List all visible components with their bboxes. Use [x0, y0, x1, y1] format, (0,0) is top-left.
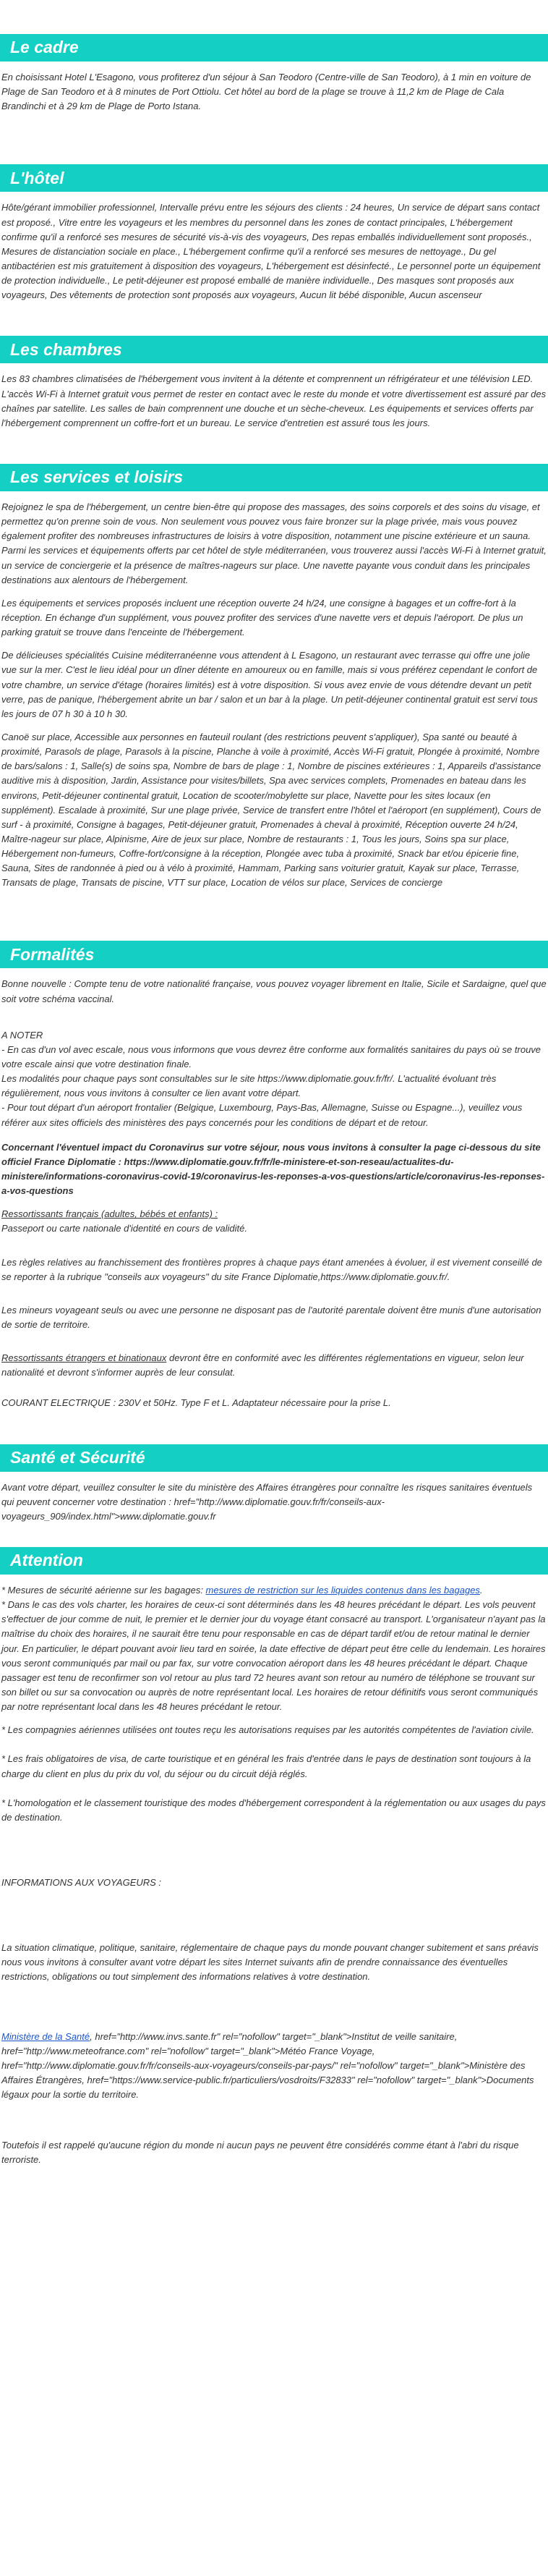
courant-electrique: COURANT ELECTRIQUE : 230V et 50Hz. Type F et L. Adaptateur nécessaire pour la prise L. — [1, 1397, 391, 1409]
services-text-1: Rejoignez le spa de l'hébergement, un centre bien-être qui propose des massages, des soins corporels et des soins du visage, et permettez qu'on prenne soin de vous. Non seulement vous pouvez vous faire bronzer sur la plage privée, mais vous pouvez également profiter des nombreuses infrastructures de loisirs à votre disposition, notamment une piscine extérieure et un sauna. Parmi les services et équipements offerts par cet hôtel de style méditerranéen, vous trouverez aussi l'accès Wi-Fi à Internet gratuit, un service de conciergerie et la présence de maîtres-nageurs sur place. Une navette payante vous conduit dans les principales destinations aux alentours de l'hébergement. — [1, 501, 547, 585]
section-chambres — [0, 336, 548, 431]
hotel-text: Hôte/gérant immobilier professionnel, Intervalle prévu entre les séjours des clients : 24 heures, Un service de départ sans contact est proposé., Vitre entre les voyageurs et les membres du personnel dans les zones de contact principales, L'hébergement confirme qu'il a renforcé ses mesures de sécurité vis-à-vis des voyageurs, Des repas emballés individuellement sont proposés., Mesures de distanciation sociale en place., L'hébergement confirme qu'il a renforcé ses mesures de nettoyage., Du gel antibactérien est mis gratuitement à disposition des voyageurs, L'hébergement est désinfecté., Le personnel porte un équipement de protection individuelle., Le petit-déjeuner est proposé emballé de manière individuelle., Des masques sont proposés aux voyageurs, Des vêtements de protection sont proposés aux voyageurs, Aucun lit bébé disponible, Aucun ascenseur — [1, 202, 541, 301]
cadre-text: En choisissant Hotel L'Esagono, vous profiterez d'un séjour à San Teodoro (Centre-ville de San Teodoro), à 1 min en voiture de Plage de San Teodoro et à 8 minutes de Port Ottiolu. Cet hôtel au bord de la plage se trouve à 11,2 km de Plage de Cala Brandinchi et à 29 km de Plage de Porto Istana. — [1, 72, 531, 112]
section-hotel — [0, 164, 548, 302]
visa-text: * Les frais obligatoires de visa, de carte touristique et en général les frais d'entrée dans le pays de destination sont toujours à la charge du client en plus du prix du vol, du séjour ou du circuit déjà réglés. — [1, 1753, 531, 1779]
compagnies-text: * Les compagnies aériennes utilisées ont toutes reçu les autorisations requises par les autorités compétentes de l'aviation civile. — [1, 1724, 534, 1736]
services-text-2: Les équipements et services proposés incluent une réception ouverte 24 h/24, une consigne à bagages et un coffre-fort à la réception. En échange d'un supplément, vous pouvez profiter des services d'une navette vers et depuis l'aéroport. De plus un parking gratuit se trouve dans l'enceinte de l'hébergement. — [1, 597, 523, 638]
section-services — [0, 464, 548, 891]
section-title-services: Les services et loisirs — [0, 464, 548, 491]
section-attention — [0, 1547, 548, 2168]
mineurs-text: Les mineurs voyageant seuls ou avec une personne ne disposant pas de l'autorité parentale doivent être munis d'une autorisation de sortie de territoire. — [1, 1304, 541, 1331]
bagages-suffix: . — [479, 1585, 483, 1596]
terrorisme-text: Toutefois il est rappelé qu'aucune région du monde ni aucun pays ne peuvent être considérés comme étant à l'abri du risque terroriste. — [1, 2140, 519, 2166]
note-title: A NOTER — [1, 1029, 43, 1041]
section-title-attention: Attention — [0, 1547, 548, 1575]
services-text-3: De délicieuses spécialités Cuisine méditerranéenne vous attendent à L Esagono, un restaurant avec terrasse qui offre une jolie vue sur la mer. C'est le lieu idéal pour un dîner détente en amoureux ou en famille, mais si vous préférez cependant le confort de votre chambre, un service d'étage (horaires limités) est à votre disposition. Si vous avez envie de vous détendre devant un petit verre, pas de panique, l'hébergement abrite un bar / salon et un bar à la plage. Un petit-déjeuner continental gratuit est servi tous les jours de 07 h 30 à 10 h 30. — [1, 650, 538, 719]
bagages-notice — [1, 1583, 547, 1598]
section-formalites — [0, 941, 548, 1410]
section-sante — [0, 1444, 548, 1524]
formalites-intro: Bonne nouvelle : Compte tenu de votre nationalité française, vous pouvez voyager librement en Italie, Sicile et Sardaigne, quel que soit votre schéma vaccinal. — [1, 978, 547, 1004]
note-line-3: - Pour tout départ d'un aéroport frontalier (Belgique, Luxembourg, Pays-Bas, Allemagne, Suisse ou Espagne...), veuillez vous référer aux sites officiels des ministères des pays concernés pour les conditions de départ et de retour. — [1, 1102, 523, 1128]
frontieres-text: Les règles relatives au franchissement des frontières propres à chaque pays étant amenées à évoluer, il est vivement conseillé de se reporter à la rubrique "conseils aux voyageurs" du site France Diplomatie,https://www.diplomatie.gouv.fr/. — [1, 1256, 542, 1282]
chambres-text: Les 83 chambres climatisées de l'hébergement vous invitent à la détente et comprennent un réfrigérateur et une télévision LED. L'accès Wi-Fi à Internet gratuit vous permet de rester en contact avec le reste du monde et votre divertissement est assuré par des chaînes par satellite. Les salles de bain comprennent une douche et un sèche-cheveux. Les équipements et services offerts par l'hébergement comprennent un coffre-fort et un bureau. Le service d'entretien est assuré tous les jours. — [1, 373, 547, 428]
section-cadre — [0, 0, 548, 114]
liquides-link[interactable]: mesures de restriction sur les liquides contenus dans les bagages — [205, 1585, 480, 1596]
section-title-hotel: L'hôtel — [0, 164, 548, 192]
ressortissants-etrangers — [1, 1351, 547, 1380]
section-title-cadre: Le cadre — [0, 34, 548, 62]
coronavirus-notice: Concernant l'éventuel impact du Coronavirus sur votre séjour, nous vous invitons à consulter la page ci-dessous du site officiel France Diplomatie : https://www.diplomatie.gouv.fr/fr/le-ministere-et-son-reseau/actualites-du-ministere/informations-coronavirus-covid-19/coronavirus-les-reponses-a-vos-questions/article/coronavirus-les-reponses-a-vos-questions — [1, 1141, 545, 1197]
section-title-chambres: Les chambres — [0, 336, 548, 363]
section-title-sante: Santé et Sécurité — [0, 1444, 548, 1472]
homologation-text: * L'homologation et le classement touristique des modes d'hébergement correspondent à la réglementation ou aux usages du pays de destination. — [1, 1797, 546, 1823]
ministeres-links-text: , href="http://www.invs.sante.fr" rel="nofollow" target="_blank">Institut de veille sanitaire, href="http://www.meteofrance.com" rel="nofollow" target="_blank">Météo France Voyage, href="http://www.diplomatie.gouv.fr/fr/conseils-aux-voyageurs/conseils-par-pays/" rel="nofollow" target="_blank">Ministère des Affaires Étrangères, href="https://www.service-public.fr/particuliers/vosdroits/F32833" rel="nofollow" target="_blank">Documents légaux pour la sortie du territoire. — [1, 2030, 534, 2101]
ministeres-links — [1, 2030, 547, 2103]
ressortissants-etr-title: Ressortissants étrangers et binationaux — [1, 1352, 167, 1364]
ministere-sante-link[interactable]: Ministère de la Santé — [1, 2030, 90, 2042]
info-voyageurs-title: INFORMATIONS AUX VOYAGEURS : — [1, 1876, 162, 1888]
note-line-2: Les modalités pour chaque pays sont consultables sur le site https://www.diplomatie.gouv.fr/fr/. L'actualité évoluant très régulièrement, nous vous invitons à consulter ce lien avant votre départ. — [1, 1073, 497, 1099]
note-line-1: - En cas d'un vol avec escale, nous vous informons que vous devrez être conforme aux formalités sanitaires du pays où se trouve votre escale ainsi que votre destination finale. — [1, 1043, 541, 1070]
sante-text: Avant votre départ, veuillez consulter le site du ministère des Affaires étrangères pour connaître les risques sanitaires éventuels qui peuvent concerner votre destination : href="http://www.diplomatie.gouv.fr/fr/conseils-aux-voyageurs_909/index.html">www.diplomatie.gouv.fr — [1, 1481, 533, 1522]
ressortissants-fr-text: Passeport ou carte nationale d'identité en cours de validité. — [1, 1223, 247, 1234]
bagages-prefix: * Mesures de sécurité aérienne sur les bagages: — [1, 1585, 206, 1596]
section-title-formalites: Formalités — [0, 941, 548, 968]
ressortissants-etr-text: devront être en conformité avec les différentes réglementations en vigueur, selon leur nationalité et devront s'informer auprès de leur consulat. — [1, 1352, 524, 1378]
vols-charter-text: * Dans le cas des vols charter, les horaires de ceux-ci sont déterminés dans les 48 heures précédant le départ. Les vols peuvent s'effectuer de jour comme de nuit, le premier et le dernier jour du voyage étant consacré au transport. L'organisateur n'ayant pas la maîtrise du choix des horaires, il ne saurait être tenu pour responsable en cas de départ tardif et/ou de retour matinal le dernier jour. En particulier, le départ pouvant avoir lieu tard en soirée, la date effective de départ peut être celle du lendemain. Les horaires vous seront communiqués par mail ou par fax, sur votre convocation aéroport dans les 48 heures précédant le départ. Chaque passager est tenu de reconfirmer son vol retour au plus tard 72 heures avant son retour au numéro de téléphone se trouvant sur son billet ou sur sa convocation ou auprès de notre représentant local. Les horaires de retour définitifs vous seront communiqués par notre représentant local dans les 48 heures précédant le retour. — [1, 1599, 546, 1713]
info-voyageurs-p2: nous vous invitons à consulter avant votre départ les sites Internet suivants afin de prendre connaissance des éventuelles restrictions, obligations ou tout simplement des informations relatives à votre destination. — [1, 1957, 508, 1983]
ressortissants-fr-title: Ressortissants français (adultes, bébés et enfants) : — [1, 1208, 218, 1220]
services-text-4: Canoë sur place, Accessible aux personnes en fauteuil roulant (des restrictions peuvent s'appliquer), Spa santé ou beauté à proximité, Parasols de plage, Parasols à la piscine, Planche à voile à proximité, Accès Wi-Fi gratuit, Plongée à proximité, Nombre de bars/salons : 1, Salle(s) de soins spa, Nombre de bars de plage : 1, Nombre de piscines extérieures : 1, Appareils d'assistance auditive mis à disposition, Jardin, Assistance pour visites/billets, Spa avec services complets, Promenades en bateau dans les environs, Petit-déjeuner continental gratuit, Location de scooter/mobylette sur place, Navette pour les sites locaux (en supplément). Escalade à proximité, Sur une plage privée, Service de transfert entre l'hôtel et l'aéroport (en supplément), Cours de surf - à proximité, Consigne à bagages, Petit-déjeuner gratuit, Promenades à cheval à proximité, Réception ouverte 24 h/24, Maître-nageur sur place, Alpinisme, Aire de jeux sur place, Nombre de restaurants : 1, Tous les jours, Soins spa sur place, Hébergement non-fumeurs, Coffre-fort/consigne à la réception, Plongée avec tuba à proximité, Snack bar et/ou épicerie fine, Sauna, Sites de randonnée à pied ou à vélo à proximité, Hammam, Parking sans voiturier gratuit, Kayak sur place, Terrasse, Transats de plage, Transats de piscine, VTT sur place, Location de vélos sur place, Services de concierge — [1, 731, 541, 889]
info-voyageurs-p1: La situation climatique, politique, sanitaire, réglementaire de chaque pays du monde pouvant changer subitement et sans préavis — [1, 1942, 539, 1954]
